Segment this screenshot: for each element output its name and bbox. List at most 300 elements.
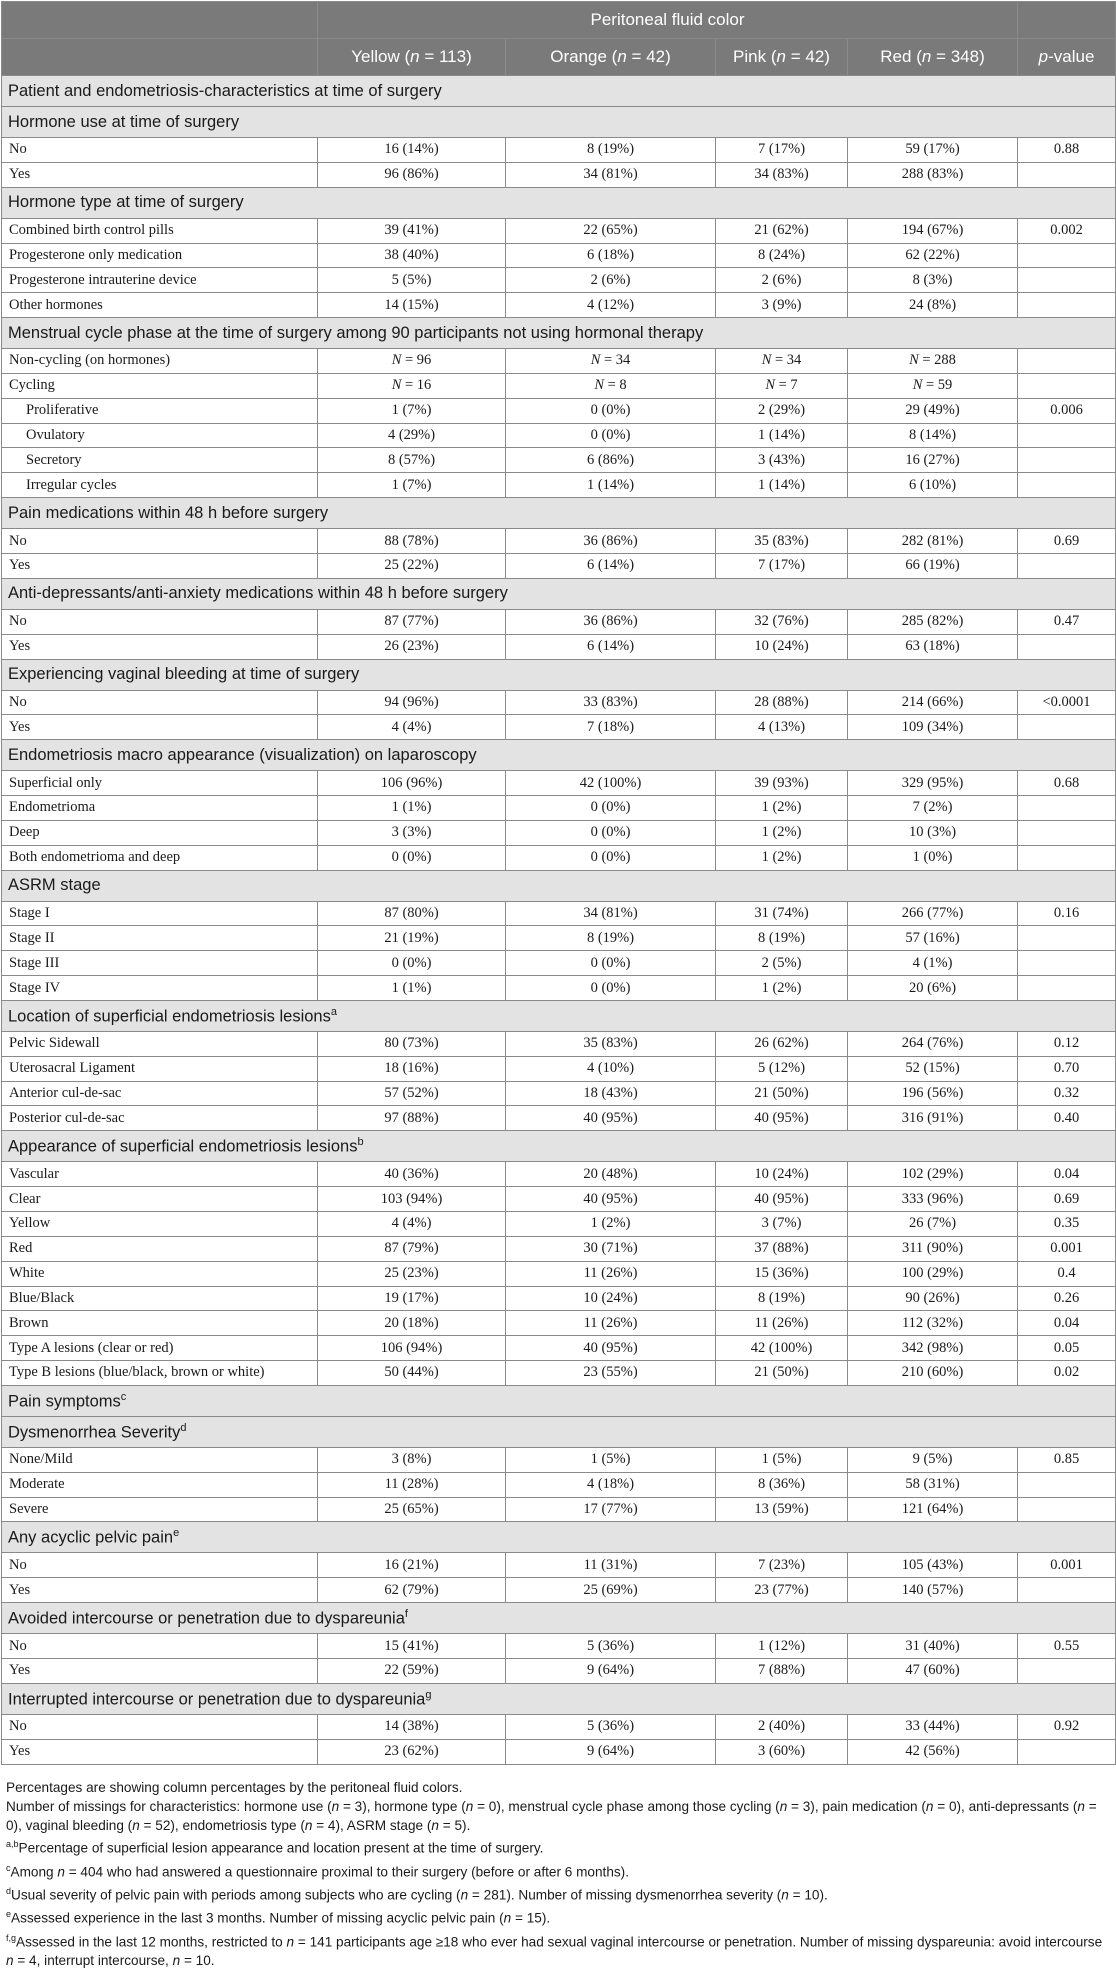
- data-cell: 4 (18%): [506, 1472, 716, 1497]
- data-cell: 31 (74%): [716, 901, 848, 926]
- data-cell: N = 8: [506, 373, 716, 398]
- footnote: Percentages are showing column percentages by the peritoneal fluid colors.: [6, 1780, 463, 1795]
- section-title: Interrupted intercourse or penetration due to dyspareunia$^g$: [2, 1683, 1116, 1714]
- data-cell: N = 7: [716, 373, 848, 398]
- footnote-marker: g: [425, 1688, 432, 1701]
- data-cell: N = 59: [848, 373, 1018, 398]
- p-value-cell: 0.85: [1018, 1447, 1116, 1472]
- row-label: Endometrioma: [2, 796, 318, 821]
- p-value-cell: [1018, 243, 1116, 268]
- table-row: [2, 1658, 1116, 1683]
- row-label: Deep: [2, 820, 318, 845]
- data-cell: 8 (14%): [848, 423, 1018, 448]
- p-value-cell: 0.70: [1018, 1056, 1116, 1081]
- table-row: [2, 162, 1116, 187]
- p-value-cell: 0.26: [1018, 1286, 1116, 1311]
- row-label: Pelvic Sidewall: [2, 1031, 318, 1056]
- table-row: [2, 901, 1116, 926]
- p-value-cell: 0.04: [1018, 1311, 1116, 1336]
- table-row: [2, 951, 1116, 976]
- data-cell: 7 (17%): [716, 138, 848, 163]
- data-cell: N = 16: [318, 373, 506, 398]
- row-label: Yes: [2, 715, 318, 740]
- table-row: [2, 845, 1116, 870]
- data-cell: 0 (0%): [318, 845, 506, 870]
- data-cell: 25 (69%): [506, 1578, 716, 1603]
- table-row: [2, 1212, 1116, 1237]
- data-cell: 42 (100%): [506, 771, 716, 796]
- data-cell: 25 (65%): [318, 1497, 506, 1522]
- data-cell: 1 (2%): [506, 1212, 716, 1237]
- table-row: [2, 1714, 1116, 1739]
- data-cell: 7 (88%): [716, 1658, 848, 1683]
- table-row: [2, 349, 1116, 374]
- section-title: Location of superficial endometriosis lesions$^a$: [2, 1000, 1116, 1031]
- data-cell: 4 (4%): [318, 1212, 506, 1237]
- data-cell: 1 (14%): [716, 423, 848, 448]
- section-header-row: [2, 578, 1116, 609]
- footnote-marker: a: [330, 1005, 337, 1018]
- data-cell: 316 (91%): [848, 1106, 1018, 1131]
- data-cell: 106 (96%): [318, 771, 506, 796]
- row-label: Irregular cycles: [2, 473, 318, 498]
- table-row: [2, 1336, 1116, 1361]
- column-header-pink: Pink (n = 42): [716, 39, 848, 76]
- header-blank-cell: [2, 2, 318, 39]
- table-footnotes: [6, 1779, 1112, 1971]
- data-cell: 0 (0%): [506, 398, 716, 423]
- row-label: No: [2, 690, 318, 715]
- data-cell: 7 (23%): [716, 1553, 848, 1578]
- section-title: Dysmenorrhea Severity$^d$: [2, 1416, 1116, 1447]
- section-header-row: [2, 870, 1116, 901]
- data-cell: 3 (9%): [716, 293, 848, 318]
- section-header-row: [2, 740, 1116, 771]
- data-cell: 24 (8%): [848, 293, 1018, 318]
- data-cell: 11 (31%): [506, 1553, 716, 1578]
- table-row: [2, 138, 1116, 163]
- data-cell: 333 (96%): [848, 1187, 1018, 1212]
- data-cell: 18 (43%): [506, 1081, 716, 1106]
- section-header-row: [2, 1603, 1116, 1634]
- row-label: Blue/Black: [2, 1286, 318, 1311]
- p-value-cell: 0.02: [1018, 1361, 1116, 1386]
- data-cell: 7 (17%): [716, 553, 848, 578]
- data-cell: 42 (56%): [848, 1739, 1018, 1764]
- p-value-cell: [1018, 926, 1116, 951]
- p-value-cell: [1018, 634, 1116, 659]
- section-title: Appearance of superficial endometriosis lesions$^b$: [2, 1131, 1116, 1162]
- section-header-row: [2, 659, 1116, 690]
- p-value-cell: 0.55: [1018, 1634, 1116, 1659]
- row-label: Stage IV: [2, 976, 318, 1001]
- data-cell: 87 (79%): [318, 1236, 506, 1261]
- header-blank-cell: [1018, 2, 1116, 39]
- p-value-cell: [1018, 951, 1116, 976]
- section-title: Menstrual cycle phase at the time of surgery among 90 participants not using hormonal therapy: [2, 318, 1116, 349]
- p-value-cell: [1018, 1472, 1116, 1497]
- data-cell: 33 (83%): [506, 690, 716, 715]
- row-label: Moderate: [2, 1472, 318, 1497]
- column-header-orange: Orange (n = 42): [506, 39, 716, 76]
- p-value-cell: [1018, 845, 1116, 870]
- data-cell: 59 (17%): [848, 138, 1018, 163]
- data-cell: 311 (90%): [848, 1236, 1018, 1261]
- data-cell: 1 (2%): [716, 845, 848, 870]
- data-cell: 28 (88%): [716, 690, 848, 715]
- data-cell: 25 (23%): [318, 1261, 506, 1286]
- section-title: Avoided intercourse or penetration due to dyspareunia$^f$: [2, 1603, 1116, 1634]
- data-cell: 1 (5%): [716, 1447, 848, 1472]
- data-cell: 102 (29%): [848, 1162, 1018, 1187]
- data-cell: 19 (17%): [318, 1286, 506, 1311]
- section-header-row: [2, 107, 1116, 138]
- row-label: No: [2, 1714, 318, 1739]
- p-value-cell: [1018, 373, 1116, 398]
- data-cell: 194 (67%): [848, 218, 1018, 243]
- row-label: Stage II: [2, 926, 318, 951]
- p-value-cell: 0.16: [1018, 901, 1116, 926]
- data-cell: 2 (5%): [716, 951, 848, 976]
- data-cell: 8 (19%): [716, 1286, 848, 1311]
- data-cell: 96 (86%): [318, 162, 506, 187]
- data-cell: 94 (96%): [318, 690, 506, 715]
- section-header-row: [2, 76, 1116, 107]
- data-cell: 9 (64%): [506, 1739, 716, 1764]
- table-row: [2, 976, 1116, 1001]
- data-cell: 63 (18%): [848, 634, 1018, 659]
- p-value-cell: [1018, 473, 1116, 498]
- data-cell: 9 (64%): [506, 1658, 716, 1683]
- p-value-cell: 0.4: [1018, 1261, 1116, 1286]
- data-cell: 1 (14%): [506, 473, 716, 498]
- row-label: Vascular: [2, 1162, 318, 1187]
- p-value-cell: [1018, 162, 1116, 187]
- data-cell: 7 (18%): [506, 715, 716, 740]
- data-cell: 62 (22%): [848, 243, 1018, 268]
- data-cell: 52 (15%): [848, 1056, 1018, 1081]
- data-cell: 66 (19%): [848, 553, 1018, 578]
- row-label: Both endometrioma and deep: [2, 845, 318, 870]
- data-cell: 8 (3%): [848, 268, 1018, 293]
- data-cell: 20 (18%): [318, 1311, 506, 1336]
- data-cell: 0 (0%): [506, 796, 716, 821]
- row-label: Proliferative: [2, 398, 318, 423]
- p-value-cell: [1018, 1497, 1116, 1522]
- table-row: [2, 218, 1116, 243]
- table-row: [2, 1106, 1116, 1131]
- row-label: White: [2, 1261, 318, 1286]
- data-cell: 3 (3%): [318, 820, 506, 845]
- section-header-row: [2, 498, 1116, 529]
- data-cell: 5 (36%): [506, 1714, 716, 1739]
- row-label: Severe: [2, 1497, 318, 1522]
- row-label: Ovulatory: [2, 423, 318, 448]
- data-cell: 5 (36%): [506, 1634, 716, 1659]
- section-title: Anti-depressants/anti-anxiety medications within 48 h before surgery: [2, 578, 1116, 609]
- data-cell: 3 (8%): [318, 1447, 506, 1472]
- row-label: Yes: [2, 1739, 318, 1764]
- p-value-cell: [1018, 820, 1116, 845]
- data-cell: 0 (0%): [506, 845, 716, 870]
- data-cell: 1 (2%): [716, 976, 848, 1001]
- column-header-characteristic: [2, 39, 318, 76]
- data-cell: 40 (36%): [318, 1162, 506, 1187]
- table-row: [2, 1311, 1116, 1336]
- data-cell: 11 (26%): [506, 1261, 716, 1286]
- row-label: Type B lesions (blue/black, brown or white): [2, 1361, 318, 1386]
- row-label: No: [2, 1634, 318, 1659]
- footnote-marker: d: [180, 1421, 187, 1434]
- table-row: [2, 1187, 1116, 1212]
- peritoneal-fluid-color-table: [1, 1, 1116, 1765]
- p-value-cell: [1018, 268, 1116, 293]
- data-cell: 10 (24%): [506, 1286, 716, 1311]
- section-header-row: [2, 318, 1116, 349]
- data-cell: 282 (81%): [848, 529, 1018, 554]
- data-cell: 140 (57%): [848, 1578, 1018, 1603]
- p-value-cell: [1018, 1739, 1116, 1764]
- data-cell: 8 (24%): [716, 243, 848, 268]
- row-label: Cycling: [2, 373, 318, 398]
- footnote: Number of missings for characteristics: hormone use (n = 3), hormone type (n = 0), menstrual cycle phase among those cycling (n = 3), pain medication (n = 0), anti-depressants (n = 0), vaginal bleeding (n = 52), endometriosis type (n = 4), ASRM stage (n = 5).: [6, 1798, 1097, 1833]
- data-cell: 10 (24%): [716, 634, 848, 659]
- section-header-row: [2, 1522, 1116, 1553]
- data-cell: 1 (12%): [716, 1634, 848, 1659]
- p-value-cell: [1018, 715, 1116, 740]
- data-cell: 38 (40%): [318, 243, 506, 268]
- data-cell: 109 (34%): [848, 715, 1018, 740]
- data-cell: 21 (50%): [716, 1081, 848, 1106]
- row-label: Superficial only: [2, 771, 318, 796]
- data-cell: 3 (43%): [716, 448, 848, 473]
- p-value-cell: 0.35: [1018, 1212, 1116, 1237]
- table-row: [2, 373, 1116, 398]
- data-cell: 32 (76%): [716, 609, 848, 634]
- p-value-cell: 0.88: [1018, 138, 1116, 163]
- row-label: Yes: [2, 634, 318, 659]
- table-row: [2, 1472, 1116, 1497]
- data-cell: 1 (5%): [506, 1447, 716, 1472]
- row-label: Secretory: [2, 448, 318, 473]
- section-title: Hormone type at time of surgery: [2, 187, 1116, 218]
- footnote: $^{a,b}$Percentage of superficial lesion appearance and location present at the time of surgery.: [6, 1839, 544, 1856]
- data-cell: 5 (12%): [716, 1056, 848, 1081]
- p-value-cell: 0.68: [1018, 771, 1116, 796]
- data-cell: 100 (29%): [848, 1261, 1018, 1286]
- row-label: No: [2, 609, 318, 634]
- data-cell: 21 (19%): [318, 926, 506, 951]
- data-cell: 2 (6%): [716, 268, 848, 293]
- data-cell: 17 (77%): [506, 1497, 716, 1522]
- table-row: [2, 715, 1116, 740]
- data-cell: 11 (26%): [506, 1311, 716, 1336]
- data-cell: 4 (10%): [506, 1056, 716, 1081]
- data-cell: 22 (59%): [318, 1658, 506, 1683]
- table-row: [2, 609, 1116, 634]
- data-cell: 87 (80%): [318, 901, 506, 926]
- data-cell: 14 (15%): [318, 293, 506, 318]
- p-value-cell: 0.69: [1018, 1187, 1116, 1212]
- table-row: [2, 553, 1116, 578]
- column-header-p-value: p-value: [1018, 39, 1116, 76]
- footnote-marker: f: [404, 1607, 408, 1620]
- data-cell: 2 (29%): [716, 398, 848, 423]
- p-value-cell: [1018, 1658, 1116, 1683]
- data-cell: 34 (81%): [506, 162, 716, 187]
- row-label: Combined birth control pills: [2, 218, 318, 243]
- table-row: [2, 926, 1116, 951]
- table-row: [2, 243, 1116, 268]
- table-row: [2, 820, 1116, 845]
- p-value-cell: 0.92: [1018, 1714, 1116, 1739]
- footnote-marker: c: [120, 1390, 127, 1403]
- table-row: [2, 634, 1116, 659]
- data-cell: 0 (0%): [506, 951, 716, 976]
- data-cell: 31 (40%): [848, 1634, 1018, 1659]
- column-header-red: Red (n = 348): [848, 39, 1018, 76]
- data-cell: 88 (78%): [318, 529, 506, 554]
- row-label: Type A lesions (clear or red): [2, 1336, 318, 1361]
- table-row: [2, 1236, 1116, 1261]
- data-cell: 80 (73%): [318, 1031, 506, 1056]
- p-value-cell: 0.001: [1018, 1236, 1116, 1261]
- data-cell: 342 (98%): [848, 1336, 1018, 1361]
- table-row: [2, 1578, 1116, 1603]
- data-cell: 11 (26%): [716, 1311, 848, 1336]
- header-group-label: Peritoneal fluid color: [318, 2, 1018, 39]
- data-cell: 62 (79%): [318, 1578, 506, 1603]
- row-label: Clear: [2, 1187, 318, 1212]
- data-cell: 23 (62%): [318, 1739, 506, 1764]
- p-value-cell: 0.05: [1018, 1336, 1116, 1361]
- table-body: [2, 76, 1116, 1765]
- table-row: [2, 1447, 1116, 1472]
- row-label: Brown: [2, 1311, 318, 1336]
- data-cell: 23 (77%): [716, 1578, 848, 1603]
- table-row: [2, 268, 1116, 293]
- p-value-cell: 0.006: [1018, 398, 1116, 423]
- data-cell: 6 (14%): [506, 634, 716, 659]
- data-cell: 285 (82%): [848, 609, 1018, 634]
- footnote: $^e$Assessed experience in the last 3 months. Number of missing acyclic pelvic pain (n = 15).: [6, 1909, 551, 1926]
- data-cell: 87 (77%): [318, 609, 506, 634]
- table-row: [2, 1361, 1116, 1386]
- data-cell: 40 (95%): [506, 1106, 716, 1131]
- data-cell: N = 288: [848, 349, 1018, 374]
- data-cell: 2 (40%): [716, 1714, 848, 1739]
- data-cell: 25 (22%): [318, 553, 506, 578]
- p-value-cell: [1018, 293, 1116, 318]
- section-header-row: [2, 1131, 1116, 1162]
- table-row: [2, 293, 1116, 318]
- data-cell: 105 (43%): [848, 1553, 1018, 1578]
- data-cell: 1 (1%): [318, 976, 506, 1001]
- data-cell: 10 (24%): [716, 1162, 848, 1187]
- table-row: [2, 690, 1116, 715]
- data-cell: 15 (36%): [716, 1261, 848, 1286]
- section-header-row: [2, 1385, 1116, 1416]
- section-title: Any acyclic pelvic pain$^e$: [2, 1522, 1116, 1553]
- data-cell: 1 (14%): [716, 473, 848, 498]
- data-cell: 0 (0%): [506, 423, 716, 448]
- p-value-cell: 0.32: [1018, 1081, 1116, 1106]
- data-cell: 23 (55%): [506, 1361, 716, 1386]
- data-cell: 8 (36%): [716, 1472, 848, 1497]
- data-cell: 20 (6%): [848, 976, 1018, 1001]
- table-row: [2, 796, 1116, 821]
- row-label: Yes: [2, 162, 318, 187]
- data-cell: 21 (50%): [716, 1361, 848, 1386]
- header-row-columns: [2, 39, 1116, 76]
- data-cell: 14 (38%): [318, 1714, 506, 1739]
- data-cell: 26 (62%): [716, 1031, 848, 1056]
- p-value-cell: 0.001: [1018, 1553, 1116, 1578]
- data-cell: 20 (48%): [506, 1162, 716, 1187]
- data-cell: 6 (14%): [506, 553, 716, 578]
- row-label: Stage I: [2, 901, 318, 926]
- section-title: Hormone use at time of surgery: [2, 107, 1116, 138]
- data-cell: 47 (60%): [848, 1658, 1018, 1683]
- data-cell: 40 (95%): [716, 1106, 848, 1131]
- data-cell: N = 34: [716, 349, 848, 374]
- data-cell: 42 (100%): [716, 1336, 848, 1361]
- footnote-marker: b: [357, 1136, 364, 1149]
- row-label: Red: [2, 1236, 318, 1261]
- section-header-row: [2, 1000, 1116, 1031]
- p-value-cell: [1018, 796, 1116, 821]
- table-row: [2, 1261, 1116, 1286]
- data-cell: 57 (16%): [848, 926, 1018, 951]
- row-label: No: [2, 1553, 318, 1578]
- data-cell: 29 (49%): [848, 398, 1018, 423]
- table-row: [2, 1553, 1116, 1578]
- p-value-cell: [1018, 423, 1116, 448]
- p-value-cell: 0.69: [1018, 529, 1116, 554]
- row-label: Yes: [2, 1658, 318, 1683]
- section-title: Endometriosis macro appearance (visualization) on laparoscopy: [2, 740, 1116, 771]
- data-cell: 40 (95%): [716, 1187, 848, 1212]
- data-cell: 121 (64%): [848, 1497, 1018, 1522]
- data-cell: 214 (66%): [848, 690, 1018, 715]
- row-label: Anterior cul-de-sac: [2, 1081, 318, 1106]
- data-cell: 1 (0%): [848, 845, 1018, 870]
- data-cell: 8 (19%): [506, 138, 716, 163]
- p-value-cell: <0.0001: [1018, 690, 1116, 715]
- row-label: No: [2, 138, 318, 163]
- data-cell: 11 (28%): [318, 1472, 506, 1497]
- row-label: No: [2, 529, 318, 554]
- table-row: [2, 1286, 1116, 1311]
- data-cell: 36 (86%): [506, 529, 716, 554]
- row-label: Yes: [2, 1578, 318, 1603]
- section-title: Experiencing vaginal bleeding at time of surgery: [2, 659, 1116, 690]
- data-cell: 50 (44%): [318, 1361, 506, 1386]
- data-cell: 3 (7%): [716, 1212, 848, 1237]
- data-cell: 1 (7%): [318, 473, 506, 498]
- table-row: [2, 771, 1116, 796]
- data-cell: 16 (21%): [318, 1553, 506, 1578]
- column-header-yellow: Yellow (n = 113): [318, 39, 506, 76]
- p-value-cell: 0.002: [1018, 218, 1116, 243]
- p-value-cell: 0.12: [1018, 1031, 1116, 1056]
- p-value-cell: [1018, 553, 1116, 578]
- p-value-cell: 0.04: [1018, 1162, 1116, 1187]
- data-cell: 106 (94%): [318, 1336, 506, 1361]
- table-row: [2, 529, 1116, 554]
- table-row: [2, 398, 1116, 423]
- data-cell: 13 (59%): [716, 1497, 848, 1522]
